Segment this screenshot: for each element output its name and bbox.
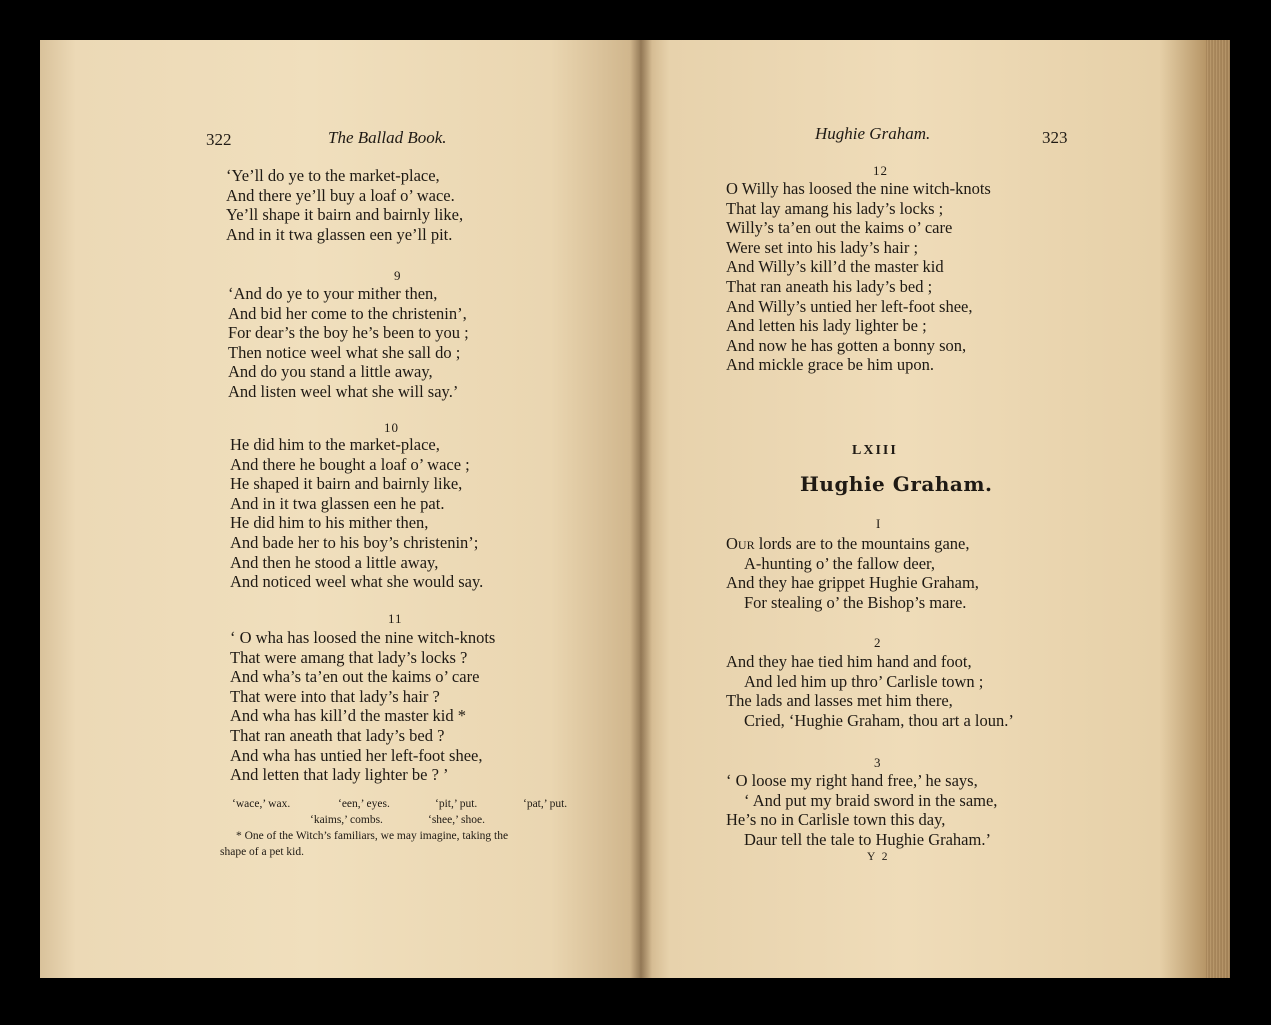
verse-line: ‘Ye’ll do ye to the market-place, (226, 166, 440, 185)
verse-line: ‘And do ye to your mither then, (228, 284, 438, 303)
verse-line: And letten that lady lighter be ? ’ (230, 765, 449, 785)
gloss: ‘shee,’ shoe. (428, 814, 485, 826)
verse-line: Daur tell the tale to Hughie Graham.’ (744, 829, 991, 849)
verse-line: And they hae grippet Hughie Graham, (726, 573, 979, 593)
stanza-number: 3 (874, 755, 882, 770)
verse-line: Were set into his lady’s hair ; (726, 237, 919, 257)
verse-line: ‘ O loose my right hand free,’ he says, (726, 771, 978, 790)
gloss: ‘pit,’ put. (435, 798, 478, 810)
ballad-title: Hughie Graham. (800, 472, 993, 496)
footnote: * One of the Witch’s familiars, we may imagine, taking the (236, 830, 509, 842)
verse-line: And do you stand a little away, (228, 362, 433, 382)
drop-word: Our (726, 534, 755, 553)
left-page-number: 322 (206, 130, 232, 149)
verse-line: And there he bought a loaf o’ wace ; (230, 454, 470, 474)
verse-line: And listen weel what she will say.’ (228, 381, 459, 401)
verse-line: And wha has untied her left-foot shee, (230, 745, 483, 765)
verse-line: He did him to his mither then, (230, 513, 429, 533)
verse-line: And led him up thro’ Carlisle town ; (744, 671, 984, 691)
stanza-number: 2 (874, 635, 882, 650)
stanza-number: 11 (388, 611, 403, 626)
verse-line: Ye’ll shape it bairn and bairnly like, (226, 205, 464, 225)
verse-line: That ran aneath that lady’s bed ? (230, 725, 445, 745)
verse-line: Then notice weel what she sall do ; (228, 342, 461, 362)
verse-line: That lay amang his lady’s locks ; (726, 198, 944, 218)
verse-line: And they hae tied him hand and foot, (726, 652, 972, 671)
verse-line (726, 534, 979, 554)
right-page-number: 323 (1042, 128, 1068, 147)
verse-line: For stealing o’ the Bishop’s mare. (744, 592, 967, 612)
hughie-stanza-2 (726, 652, 1014, 730)
stanza-number: I (876, 516, 882, 531)
gloss: ‘wace,’ wax. (232, 798, 291, 810)
verse-line: That were amang that lady’s locks ? (230, 647, 468, 667)
stanza-12 (726, 179, 991, 375)
hughie-stanza-3 (726, 771, 997, 849)
verse-line: He’s no in Carlisle town this day, (726, 810, 946, 830)
verse-line: For dear’s the boy he’s been to you ; (228, 323, 469, 343)
stanza-number: 12 (873, 163, 888, 178)
verse-line: ‘ And put my braid sword in the same, (744, 790, 998, 810)
verse-line: Cried, ‘Hughie Graham, thou art a loun.’ (744, 710, 1014, 730)
right-page (640, 40, 1230, 978)
verse-line: And there ye’ll buy a loaf o’ wace. (226, 185, 455, 205)
left-running-head: The Ballad Book. (328, 128, 447, 147)
stanza-10 (230, 435, 483, 592)
verse-line: And wha’s ta’en out the kaims o’ care (230, 667, 480, 687)
page-edges (1206, 40, 1230, 978)
open-book (40, 40, 1230, 978)
verse-line: And wha has kill’d the master kid * (230, 706, 466, 726)
verse-line: And in it twa glassen een ye’ll pit. (226, 224, 453, 244)
gloss: ‘pat,’ put. (523, 798, 568, 810)
first-line-rest: lords are to the mountains gane, (754, 534, 970, 553)
verse-line: ‘ O wha has loosed the nine witch-knots (230, 628, 496, 647)
verse-line: Willy’s ta’en out the kaims o’ care (726, 218, 953, 238)
stanza-number: 10 (384, 420, 399, 435)
verse-line: And mickle grace be him upon. (726, 355, 935, 375)
verse-line: And in it twa glassen een he pat. (230, 493, 445, 513)
stanza-11 (230, 628, 495, 785)
stanza-9 (228, 284, 469, 402)
verse-line: He did him to the market-place, (230, 435, 440, 454)
verse-line: And Willy’s untied her left-foot shee, (726, 296, 973, 316)
stanza-number: 9 (394, 268, 402, 283)
stanza-8-end (226, 166, 463, 244)
verse-line: And bid her come to the christenin’, (228, 303, 467, 323)
gloss: ‘een,’ eyes. (338, 798, 390, 810)
verse-line: And bade her to his boy’s christenin’; (230, 532, 479, 552)
verse-line: That were into that lady’s hair ? (230, 686, 440, 706)
verse-line: A-hunting o’ the fallow deer, (744, 553, 936, 573)
verse-line: He shaped it bairn and bairnly like, (230, 474, 463, 494)
verse-line: And Willy’s kill’d the master kid (726, 257, 944, 277)
verse-line: And then he stood a little away, (230, 552, 439, 572)
verse-line: And now he has gotten a bonny son, (726, 335, 967, 355)
right-running-head: Hughie Graham. (815, 124, 931, 143)
signature-mark: Y 2 (867, 851, 890, 863)
footnote: shape of a pet kid. (220, 846, 304, 858)
verse-line: The lads and lasses met him there, (726, 691, 953, 711)
verse-line: O Willy has loosed the nine witch-knots (726, 179, 991, 198)
verse-line: And letten his lady lighter be ; (726, 316, 927, 336)
book-gutter (630, 40, 652, 978)
gloss: ‘kaims,’ combs. (310, 814, 383, 826)
ballad-number: LXIII (852, 443, 898, 458)
left-page (40, 40, 640, 978)
verse-line: And noticed weel what she would say. (230, 572, 484, 592)
hughie-stanza-1 (726, 534, 979, 612)
verse-line: That ran aneath his lady’s bed ; (726, 276, 933, 296)
